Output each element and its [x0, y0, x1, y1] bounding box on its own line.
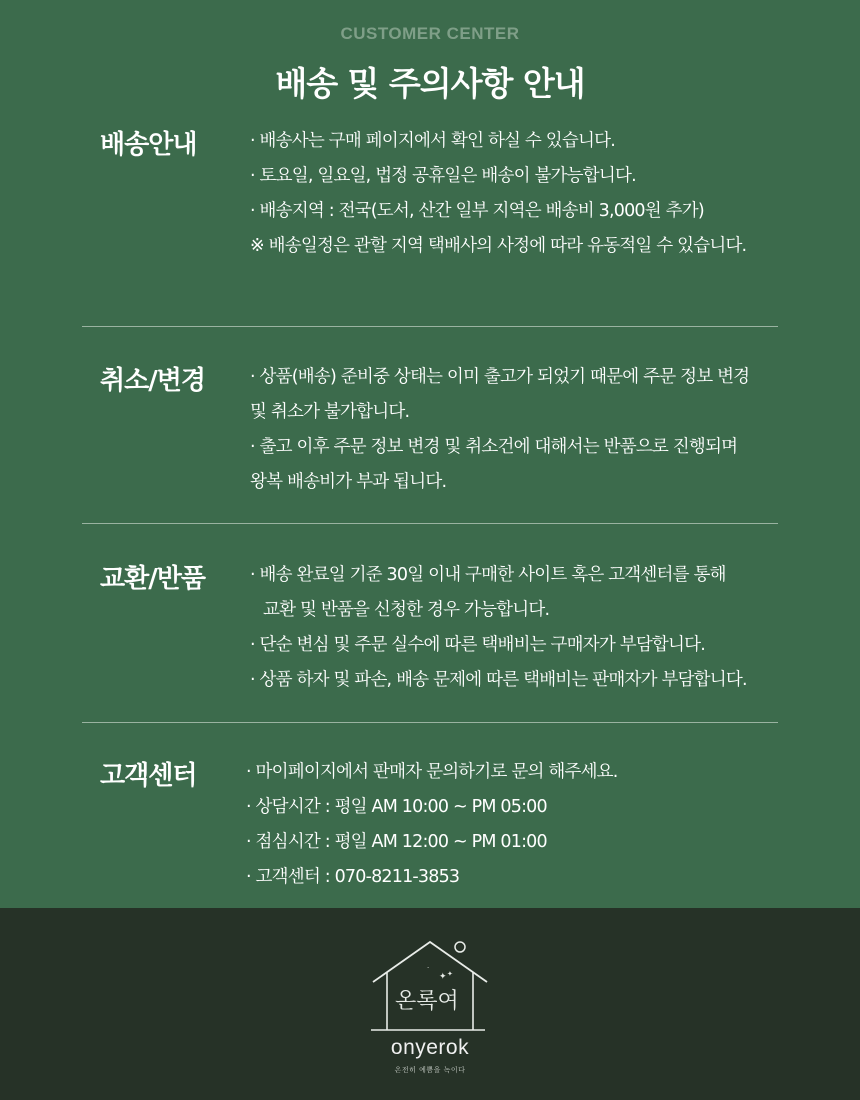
svg-text:✦: ✦: [439, 972, 447, 982]
section-body: [250, 558, 747, 698]
info-line: · 고객센터 : 070-8211-3853: [246, 867, 460, 887]
logo-lettering: 온록여: [395, 989, 459, 1014]
footer: [0, 908, 860, 1100]
info-line: 및 취소가 불가합니다.: [250, 402, 410, 422]
house-logo-icon: [365, 936, 495, 1036]
info-line: ※ 배송일정은 관할 지역 택배사의 사정에 따라 유동적일 수 있습니다.: [250, 236, 747, 256]
info-line: · 배송사는 구매 페이지에서 확인 하실 수 있습니다.: [250, 131, 615, 151]
brand-name: onyerok: [390, 1036, 470, 1059]
section-divider: [82, 523, 778, 524]
info-line: · 배송지역 : 전국(도서, 산간 일부 지역은 배송비 3,000원 추가): [250, 201, 704, 221]
info-line: · 토요일, 일요일, 법정 공휴일은 배송이 불가능합니다.: [250, 166, 636, 186]
page-subtitle: CUSTOMER CENTER: [340, 24, 520, 43]
info-line: · 출고 이후 주문 정보 변경 및 취소건에 대해서는 반품으로 진행되며: [250, 437, 738, 457]
section-divider: [82, 326, 778, 327]
info-line: · 상품 하자 및 파손, 배송 문제에 따른 택배비는 판매자가 부담합니다.: [250, 670, 747, 690]
section-body: [250, 360, 749, 500]
section-heading: 교환/반품: [100, 564, 205, 594]
info-line: · 상품(배송) 준비중 상태는 이미 출고가 되었기 때문에 주문 정보 변경: [250, 367, 750, 387]
info-line: · 상담시간 : 평일 AM 10:00 ~ PM 05:00: [246, 797, 547, 817]
section-heading: 취소/변경: [100, 366, 205, 396]
section-heading: 배송안내: [100, 130, 197, 160]
info-line: · 마이페이지에서 판매자 문의하기로 문의 해주세요.: [246, 762, 618, 782]
svg-text:✦: ✦: [447, 970, 453, 978]
section-body: [246, 755, 618, 895]
info-line: 교환 및 반품을 신청한 경우 가능합니다.: [263, 600, 550, 620]
section-body: [250, 124, 746, 264]
section-divider: [82, 722, 778, 723]
brand-tagline: 온전히 예쁨을 녹이다: [394, 1066, 466, 1074]
svg-text:·: ·: [427, 964, 430, 972]
page-title: 배송 및 주의사항 안내: [275, 64, 585, 103]
info-line: · 단순 변심 및 주문 실수에 따른 택배비는 구매자가 부담합니다.: [250, 635, 706, 655]
info-line: · 점심시간 : 평일 AM 12:00 ~ PM 01:00: [246, 832, 547, 852]
section-heading: 고객센터: [100, 761, 197, 791]
info-line: 왕복 배송비가 부과 됩니다.: [250, 472, 447, 492]
info-line: · 배송 완료일 기준 30일 이내 구매한 사이트 혹은 고객센터를 통해: [250, 565, 726, 585]
